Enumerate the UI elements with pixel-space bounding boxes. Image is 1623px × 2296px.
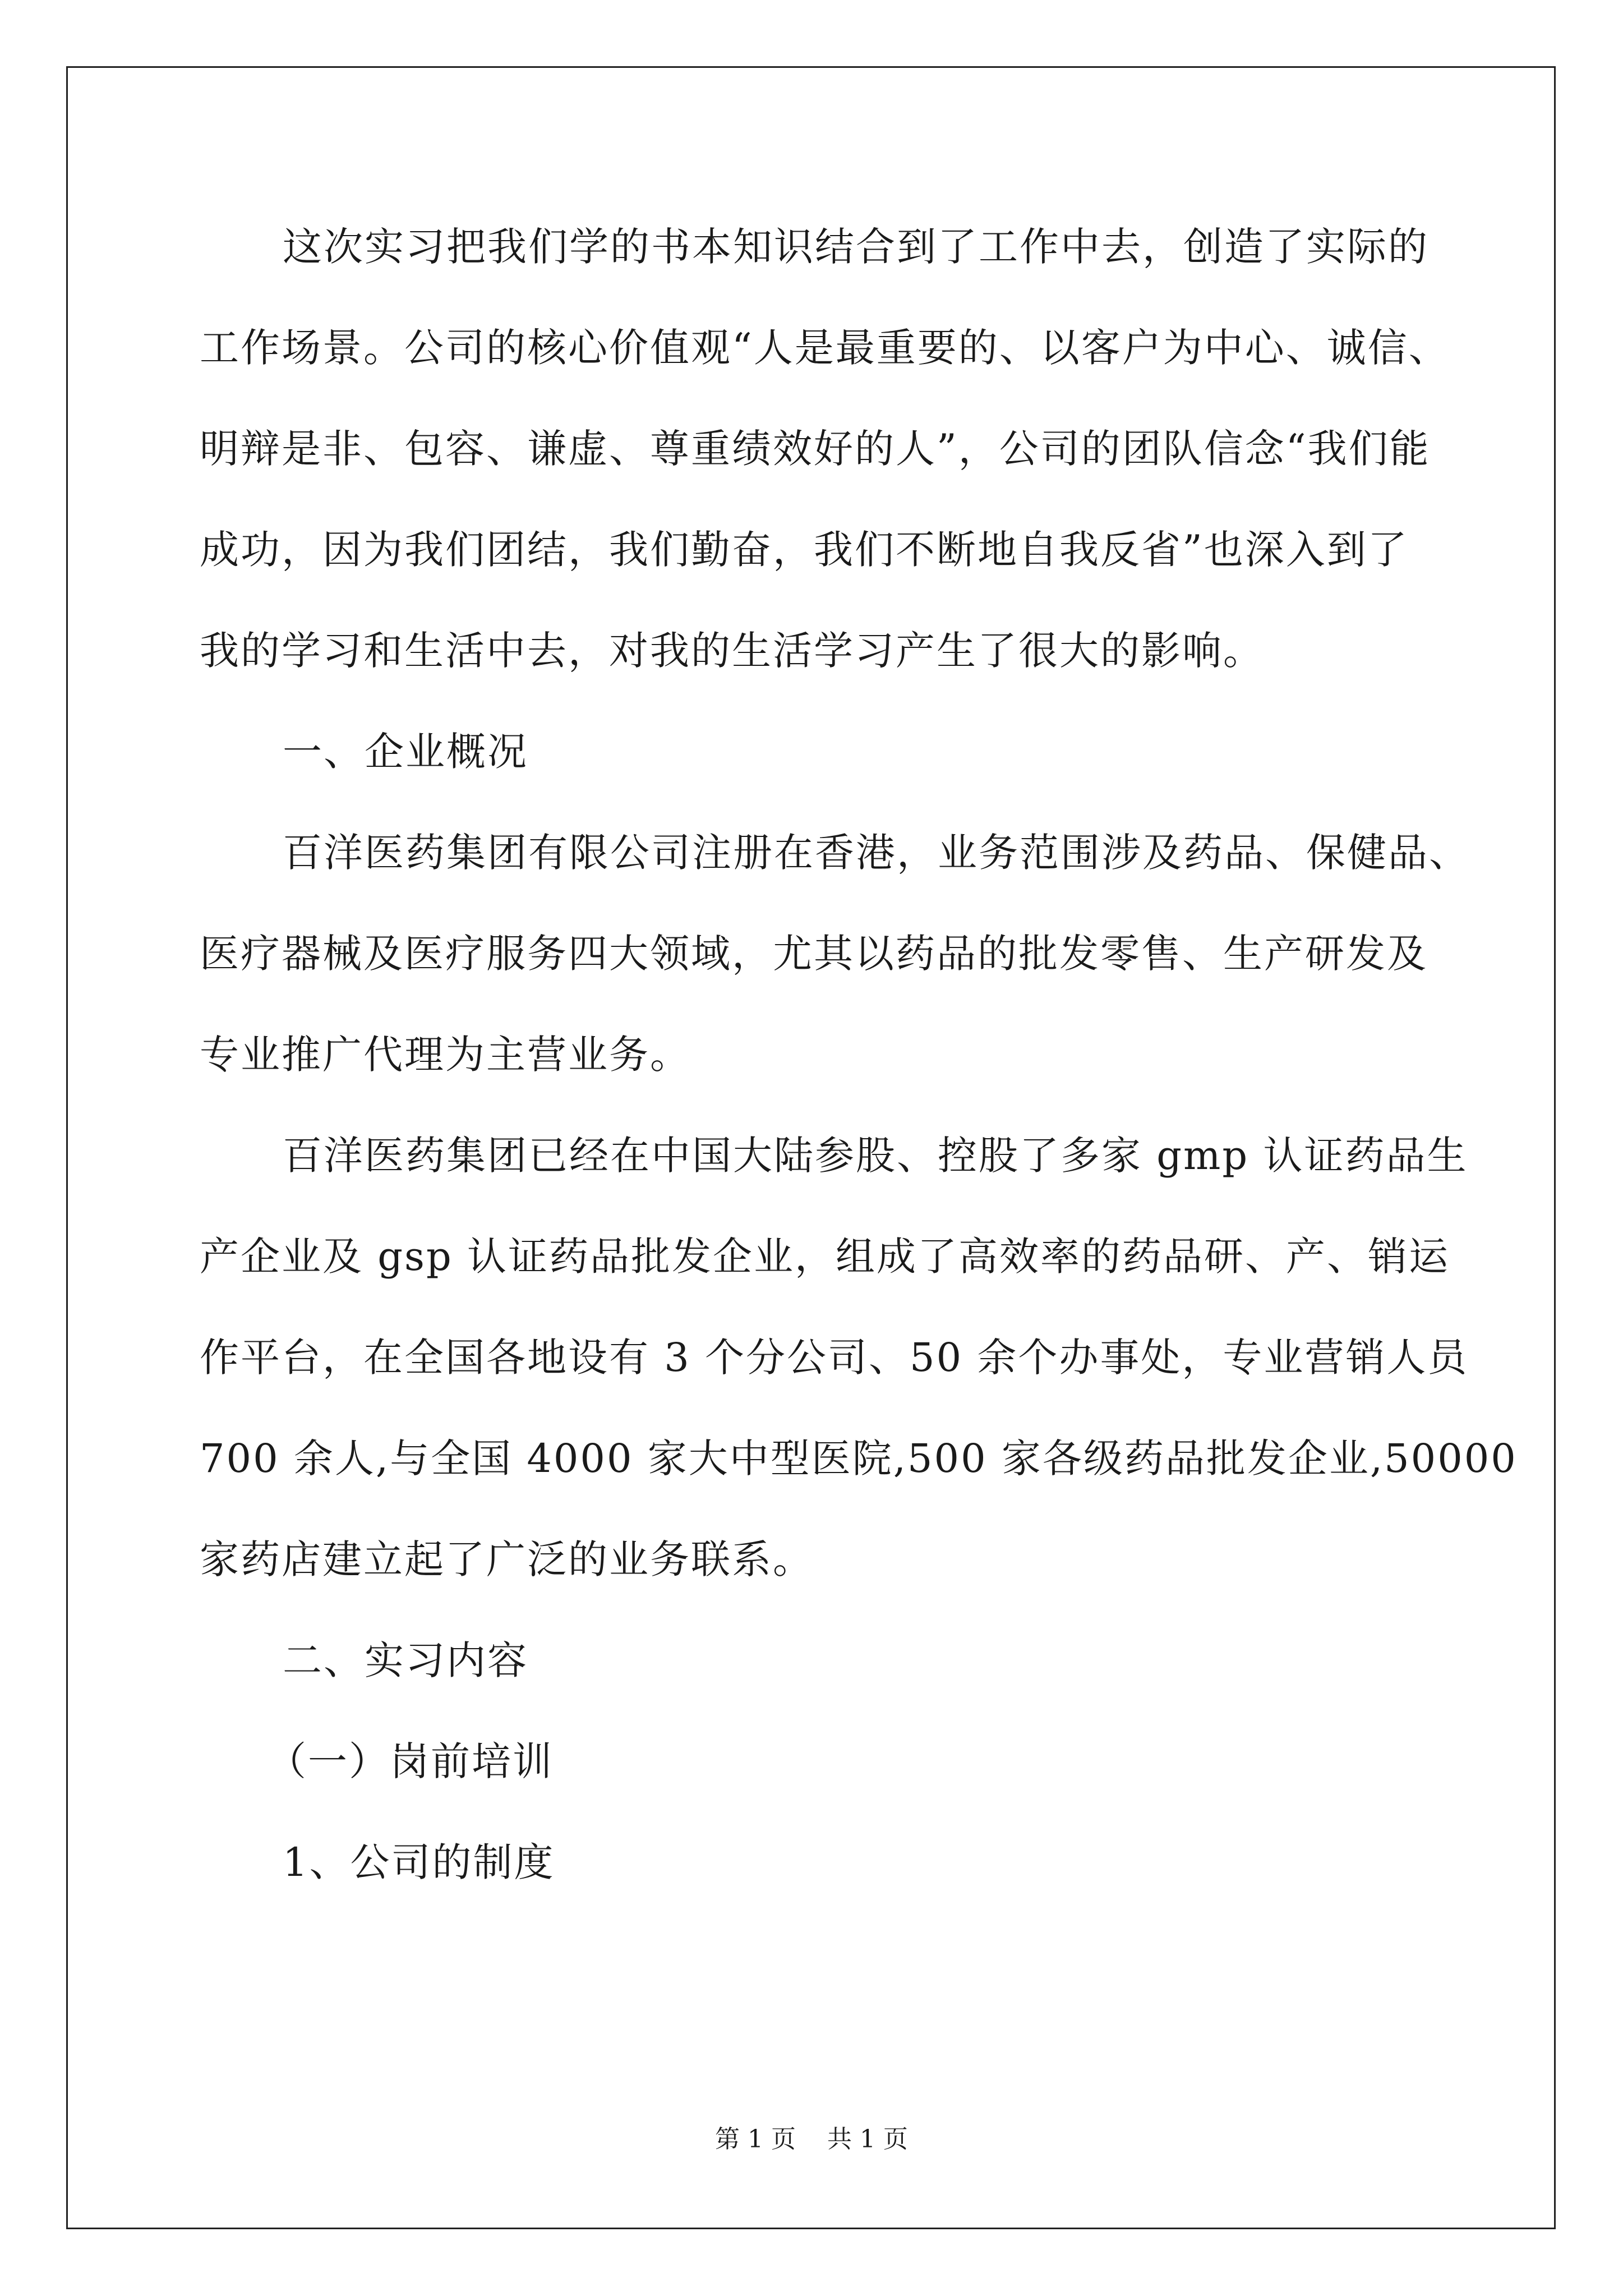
paragraph-3-line-1: 百洋医药集团已经在中国大陆参股、控股了多家 gmp 认证药品生: [283, 1133, 1468, 1179]
paragraph-1-line-3: 明辩是非、包容、谦虚、尊重绩效好的人”，公司的团队信念“我们能: [200, 426, 1431, 472]
paragraph-2-line-1: 百洋医药集团有限公司注册在香港，业务范围涉及药品、保健品、: [283, 830, 1470, 876]
paragraph-3-line-5: 家药店建立起了广泛的业务联系。: [200, 1536, 814, 1582]
paragraph-2-line-3: 专业推广代理为主营业务。: [200, 1032, 691, 1078]
section-heading-internship: 二、实习内容: [283, 1637, 528, 1683]
paragraph-1-line-2: 工作场景。公司的核心价值观“人是最重要的、以客户为中心、诚信、: [200, 325, 1450, 371]
paragraph-3-line-2: 产企业及 gsp 认证药品批发企业，组成了高效率的药品研、产、销运: [200, 1234, 1450, 1280]
page-number-footer: 第 1 页 共 1 页: [715, 2125, 908, 2154]
paragraph-2-line-2: 医疗器械及医疗服务四大领域，尤其以药品的批发零售、生产研发及: [200, 931, 1428, 977]
paragraph-1-line-1: 这次实习把我们学的书本知识结合到了工作中去，创造了实际的: [283, 224, 1429, 270]
paragraph-1-line-4: 成功，因为我们团结，我们勤奋，我们不断地自我反省”也深入到了: [200, 527, 1409, 573]
subsection-heading-training: （一）岗前培训: [267, 1738, 554, 1784]
paragraph-3-line-4: 700 余人,与全国 4000 家大中型医院,500 家各级药品批发企业,50000: [200, 1435, 1518, 1481]
paragraph-3-line-3: 作平台，在全国各地设有 3 个分公司、50 余个办事处，专业营销人员: [200, 1335, 1469, 1381]
section-heading-overview: 一、企业概况: [283, 729, 528, 775]
paragraph-1-line-5: 我的学习和生活中去，对我的生活学习产生了很大的影响。: [200, 628, 1264, 674]
item-heading-company-rules: 1、公司的制度: [283, 1839, 555, 1885]
